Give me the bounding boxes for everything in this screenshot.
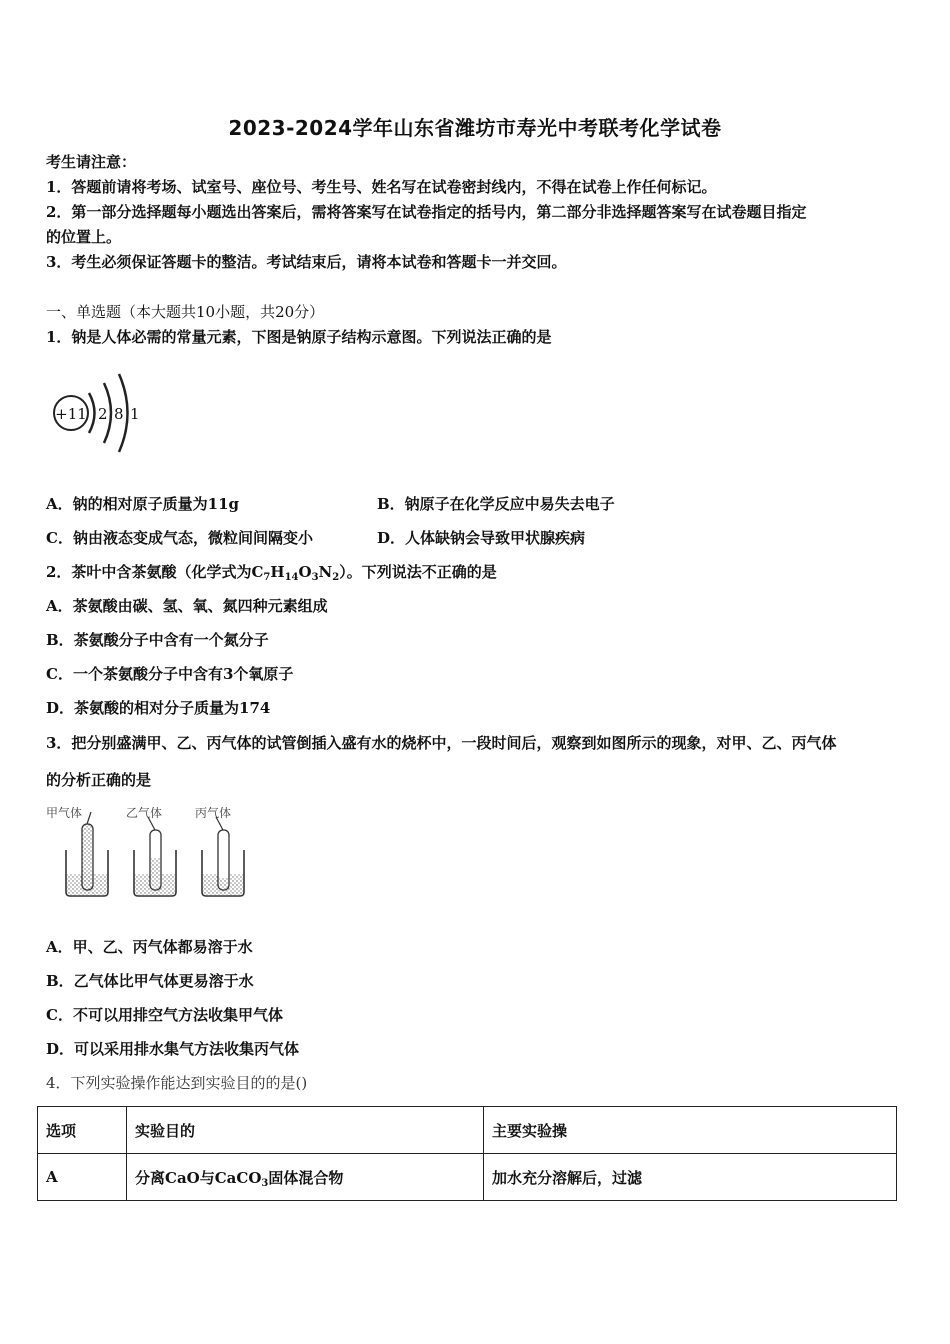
page-title: 2023-2024学年山东省潍坊市寿光中考联考化学试卷 [228,116,722,140]
q2-option-a: A．茶氨酸由碳、氢、氧、氮四种元素组成 [46,597,328,615]
nucleus-charge: +11 [55,405,87,423]
table-cell-operation: 加水充分溶解后，过滤 [484,1154,897,1201]
q1-option-d: D．人体缺钠会导致甲状腺疾病 [377,529,586,547]
notice-item: 1．答题前请将考场、试室号、座位号、考生号、姓名写在试卷密封线内，不得在试卷上作任何标记。 [46,178,717,196]
gas-label-bing: 丙气体 [195,806,232,820]
q2-option-c: C．一个茶氨酸分子中含有3个氧原子 [46,665,294,683]
notice-item: 2．第一部分选择题每小题选出答案后，需将答案写在试卷指定的括号内，第二部分非选择题答案写在试卷题目指定 [46,203,807,221]
q1-option-b: B．钠原子在化学反应中易失去电子 [377,495,615,513]
q3-stem-line1: 3．把分别盛满甲、乙、丙气体的试管倒插入盛有水的烧杯中，一段时间后，观察到如图所示的现象，对甲、乙、丙气体 [46,734,837,752]
q1-option-a: A．钠的相对原子质量为11g [46,495,240,513]
table-header-cell: 选项 [38,1107,127,1154]
table-row [38,1154,897,1201]
q2-option-d: D．茶氨酸的相对分子质量为174 [46,699,271,717]
q1-stem: 1．钠是人体必需的常量元素，下图是钠原子结构示意图。下列说法正确的是 [46,328,552,346]
table-cell-option: A [38,1154,127,1201]
shell-electrons-3: 1 [130,405,140,423]
notice-item: 的位置上。 [46,228,122,246]
gas-label-jia: 甲气体 [46,806,83,820]
q4-experiment-table [37,1106,897,1201]
notice-heading: 考生请注意： [46,153,137,171]
q2-formula: $C_7H_{14}O_3N_2$ [251,563,340,583]
q3-option-b: B．乙气体比甲气体更易溶于水 [46,972,254,990]
q3-option-d: D．可以采用排水集气方法收集丙气体 [46,1040,300,1058]
shell-electrons-2: 8 [114,405,124,423]
gas-label-yi: 乙气体 [126,806,163,820]
q3-stem-line2: 的分析正确的是 [46,771,152,789]
q4-stem: 4．下列实验操作能达到实验目的的是() [46,1074,308,1092]
table-header-cell: 主要实验操 [484,1107,897,1154]
table-header-cell: 实验目的 [127,1107,484,1154]
q2-option-b: B．茶氨酸分子中含有一个氮分子 [46,631,269,649]
q1-option-c: C．钠由液态变成气态，微粒间间隔变小 [46,529,313,547]
gas-tubes-figure [44,800,248,900]
shell-electrons-1: 2 [98,405,108,423]
q3-option-a: A．甲、乙、丙气体都易溶于水 [46,938,253,956]
sodium-atom-diagram [48,366,148,460]
tube-jia [82,824,93,890]
q2-stem-suffix: ）。下列说法不正确的是 [339,563,497,581]
notice-item: 3．考生必须保证答题卡的整洁。考试结束后，请将本试卷和答题卡一并交回。 [46,253,567,271]
q2-stem-prefix: 2．茶叶中含茶氨酸（化学式为 [46,563,252,581]
table-cell-purpose: 分离CaO与CaCO$_3$固体混合物 [127,1154,484,1201]
section-heading: 一、单选题（本大题共10小题，共20分） [46,303,325,321]
q2-stem [46,562,497,582]
q3-option-c: C．不可以用排空气方法收集甲气体 [46,1006,283,1024]
table-header-row [38,1107,897,1154]
